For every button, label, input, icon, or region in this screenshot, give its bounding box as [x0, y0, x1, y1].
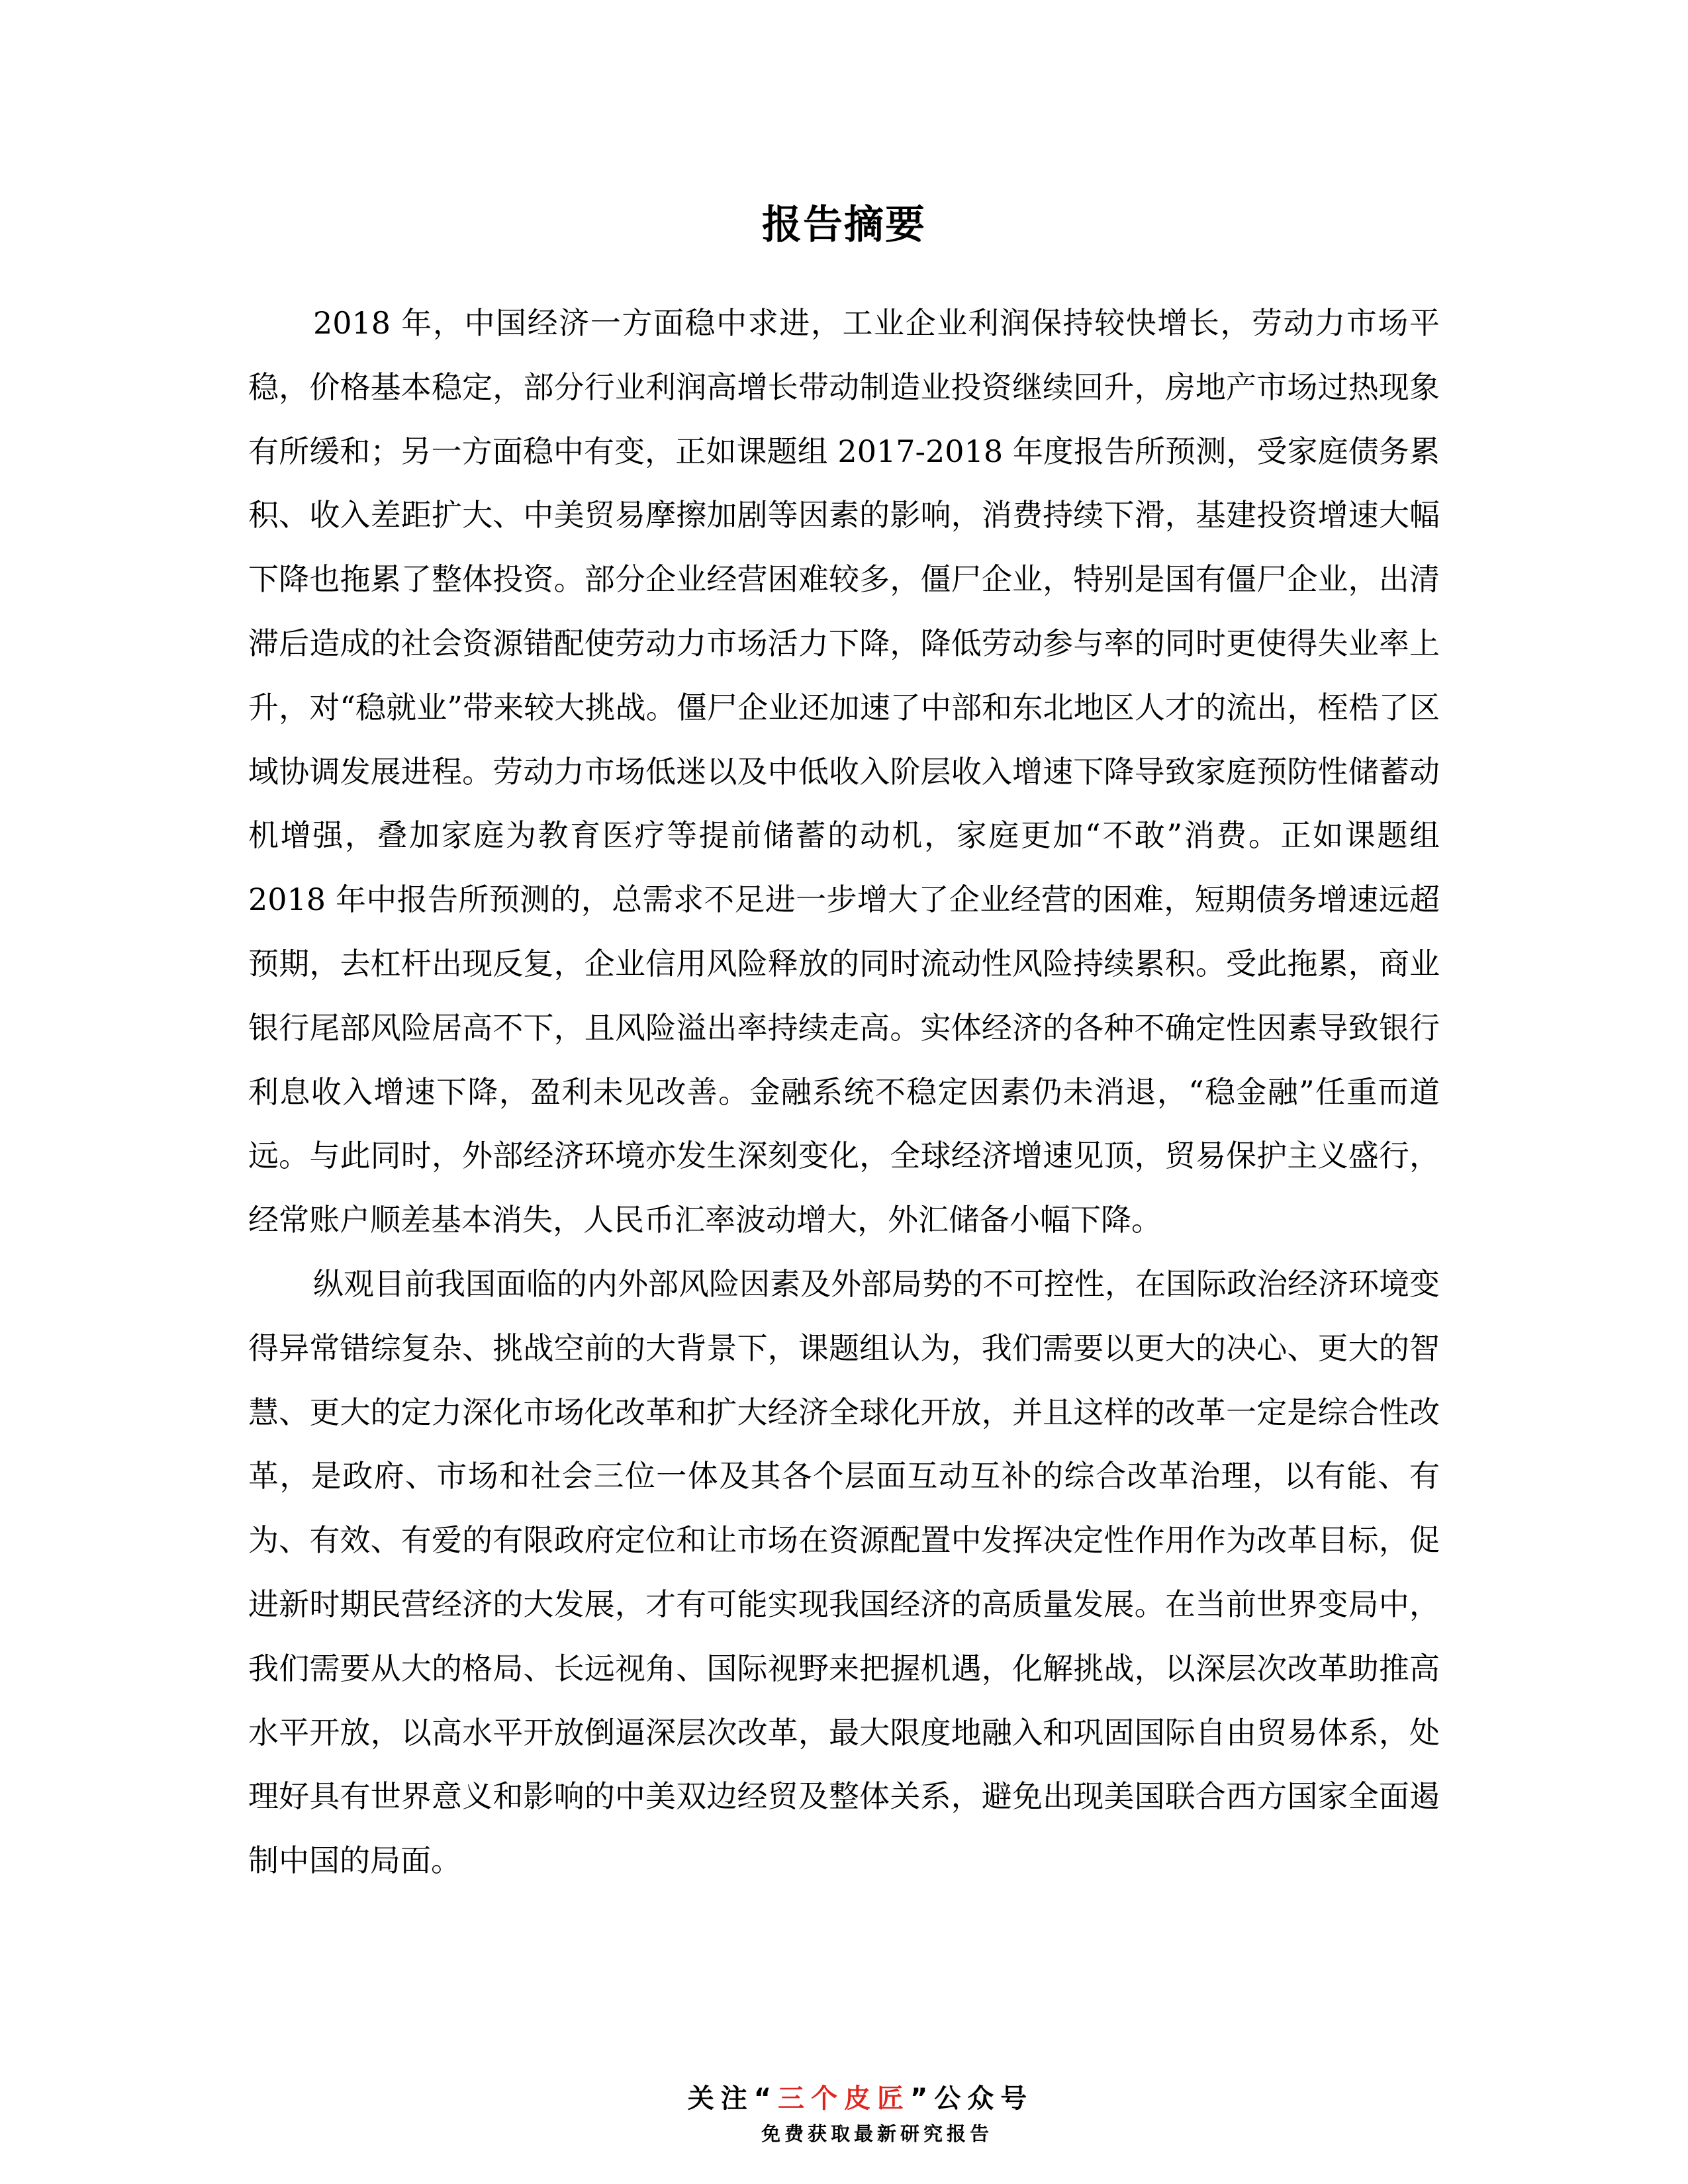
footer-promo: [662, 2081, 1059, 2146]
page-title: 报告摘要: [762, 202, 926, 248]
footer-account-name: 三个皮匠: [778, 2083, 910, 2114]
paragraph-1: 2018 年，中国经济一方面稳中求进，工业企业利润保持较快增长，劳动力市场平稳，价格基本稳定，部分行业利润高增长带动制造业投资继续回升，房地产市场过热现象有所缓和；另一方面稳中有变，正如课题组 2017-2018 年度报告所预测，受家庭债务累积、收入差距扩大、中美贸易摩擦加剧等因素的影响，消费持续下滑，基建投资增速大幅下降也拖累了整体投资。部分企业经营困难较多，僵尸企业，特别是国有僵尸企业，出清滞后造成的社会资源错配使劳动力市场活力下降，降低劳动参与率的同时更使得失业率上升，对“稳就业”带来较大挑战。僵尸企业还加速了中部和东北地区人才的流出，桎梏了区域协调发展进程。劳动力市场低迷以及中低收入阶层收入增速下降导致家庭预防性储蓄动机增强，叠加家庭为教育医疗等提前储蓄的动机，家庭更加“不敢”消费。正如课题组 2018 年中报告所预测的，总需求不足进一步增大了企业经营的困难，短期债务增速远超预期，去杠杆出现反复，企业信用风险释放的同时流动性风险持续累积。受此拖累，商业银行尾部风险居高不下，且风险溢出率持续走高。实体经济的各种不确定性因素导致银行利息收入增速下降，盈利未见改善。金融系统不稳定因素仍未消退，“稳金融”任重而道远。与此同时，外部经济环境亦发生深刻变化，全球经济增速见顶，贸易保护主义盛行，经常账户顺差基本消失，人民币汇率波动增大，外汇储备小幅下降。: [248, 305, 1440, 1238]
footer-follow-line: [662, 2081, 1059, 2116]
footer-prefix: 关注“: [687, 2083, 778, 2114]
paragraph-2: 纵观目前我国面临的内外部风险因素及外部局势的不可控性，在国际政治经济环境变得异常错综复杂、挑战空前的大背景下，课题组认为，我们需要以更大的决心、更大的智慧、更大的定力深化市场化改革和扩大经济全球化开放，并且这样的改革一定是综合性改革，是政府、市场和社会三位一体及其各个层面互动互补的综合改革治理，以有能、有为、有效、有爱的有限政府定位和让市场在资源配置中发挥决定性作用作为改革目标，促进新时期民营经济的大发展，才有可能实现我国经济的高质量发展。在当前世界变局中，我们需要从大的格局、长远视角、国际视野来把握机遇，化解挑战，以深层次改革助推高水平开放，以高水平开放倒逼深层次改革，最大限度地融入和巩固国际自由贸易体系，处理好具有世界意义和影响的中美双边经贸及整体关系，避免出现美国联合西方国家全面遏制中国的局面。: [248, 1265, 1440, 1879]
footer-suffix: ”公众号: [910, 2083, 1034, 2114]
footer-tagline: 免费获取最新研究报告: [761, 2122, 994, 2145]
body-text: [248, 291, 1440, 1893]
